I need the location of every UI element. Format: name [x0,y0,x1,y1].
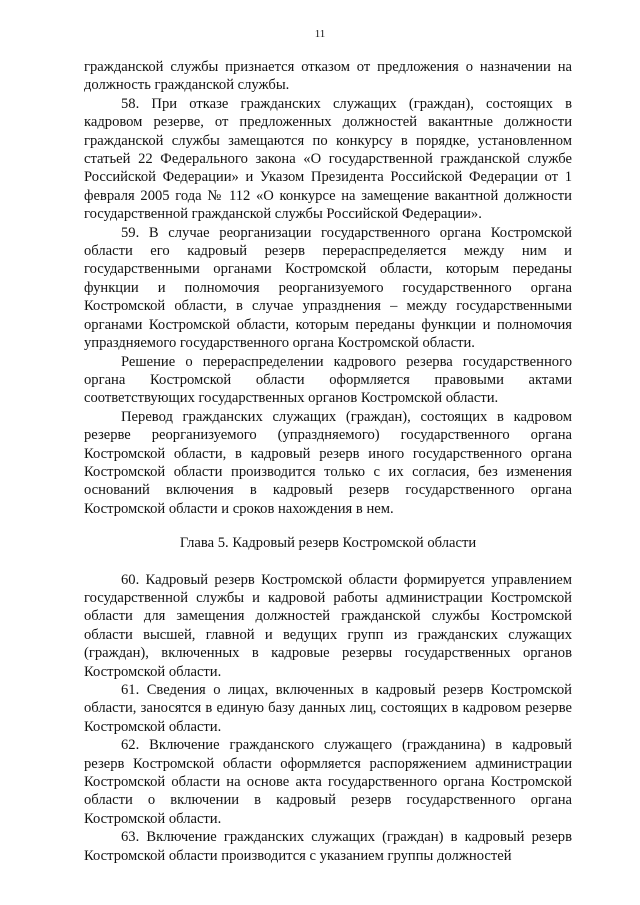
paragraph-58: 58. При отказе гражданских служащих (граждан), состоящих в кадровом резерве, от предложенных должностей вакантные должности гражданской службы замещаются по конкурсу в порядке, установленном статьей 22 Федерального закона «О государственной гражданской службе Российской Федерации» и Указом Президента Российской Федерации от 1 февраля 2005 года № 112 «О конкурсе на замещение вакантной должности государственной гражданской службы Российской Федерации». [84,95,572,223]
paragraph-63: 63. Включение гражданских служащих (граждан) в кадровый резерв Костромской области производится с указанием группы должностей [84,829,572,864]
document-body [84,58,572,865]
paragraph-59: 59. В случае реорганизации государственного органа Костромской области его кадровый резерв перераспределяется между ним и государственными органами Костромской области, которым переданы функции и полномочия реорганизуемого государственного органа Костромской области, в случае упразднения – между государственными органами Костромской области, которым переданы функции и полномочия упраздняемого государственного органа Костромской области. [84,224,572,352]
chapter-heading: Глава 5. Кадровый резерв Костромской области [179,535,477,552]
paragraph-62: 62. Включение гражданского служащего (гражданина) в кадровый резерв Костромской области оформляется распоряжением администрации Костромской области на основе акта государственного органа Костромской области о включении в кадровый резерв государственного органа Костромской области. [84,737,572,827]
page-number: 11 [314,28,326,40]
paragraph-redistribution-decision: Решение о перераспределении кадрового резерва государственного органа Костромской области оформляется правовыми актами соответствующих государственных органов Костромской области. [84,353,572,407]
paragraph-61: 61. Сведения о лицах, включенных в кадровый резерв Костромской области, заносятся в единую базу данных лиц, состоящих в кадровом резерве Костромской области. [84,682,572,735]
paragraph-transfer: Перевод гражданских служащих (граждан), состоящих в кадровом резерве реорганизуемого (упраздняемого) государственного органа Костромской области, в кадровый резерв иного государственного органа Костромской области производится только с их согласия, без изменения оснований включения в кадровый резерв государственного органа Костромской области и сроков нахождения в нем. [84,408,572,517]
paragraph-60: 60. Кадровый резерв Костромской области формируется управлением государственной службы и кадровой работы администрации Костромской области для замещения должностей гражданской службы Костромской области высшей, главной и ведущих групп из гражданских служащих (граждан), включенных в кадровые резервы государственных органов Костромской области. [84,571,572,680]
paragraph-continuation: гражданской службы признается отказом от предложения о назначении на должность гражданской службы. [84,59,572,94]
